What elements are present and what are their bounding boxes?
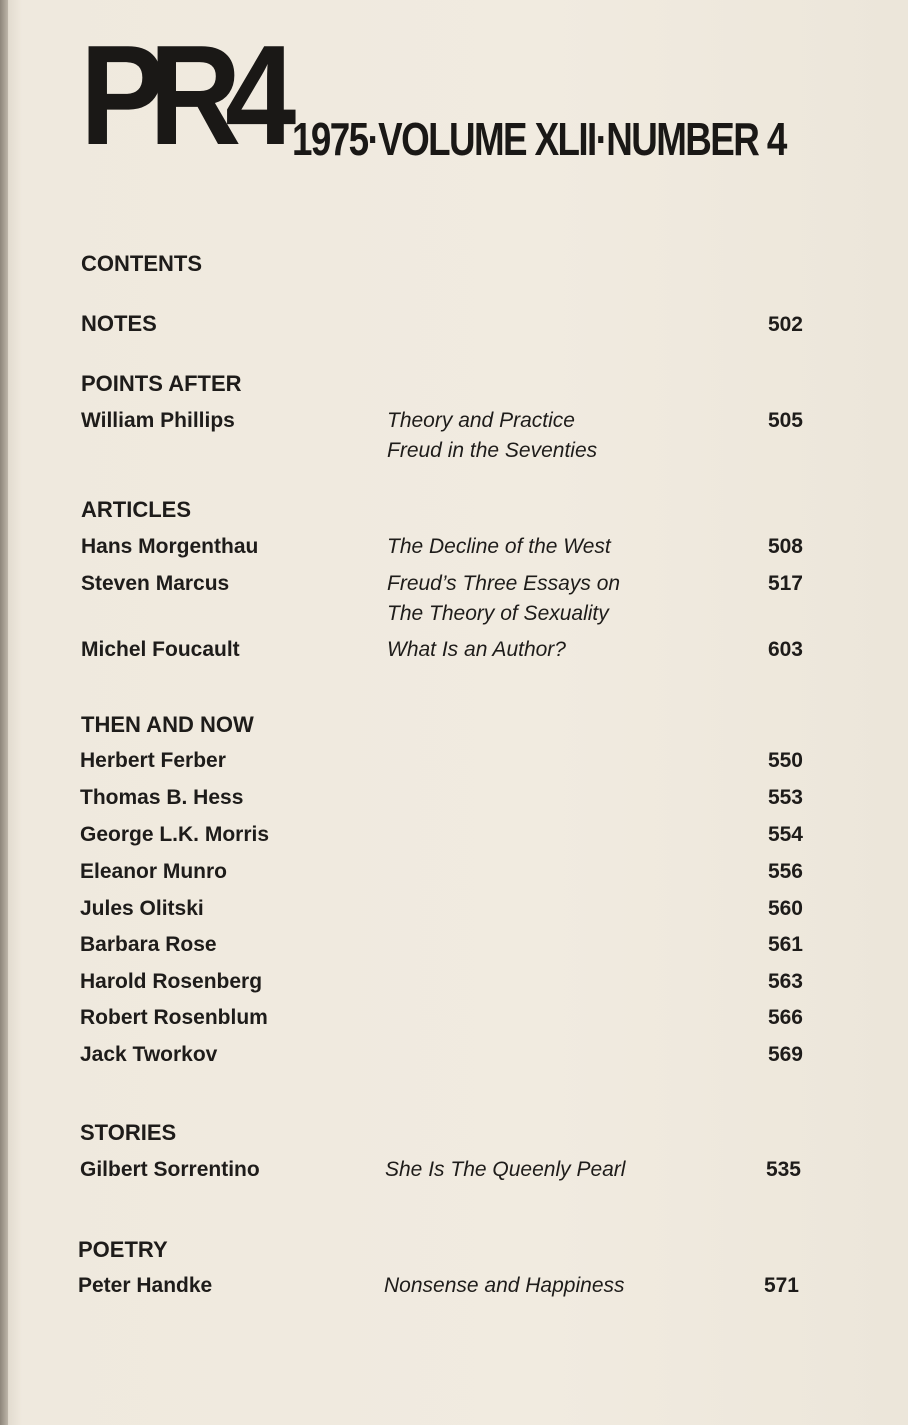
entry-page: 535 (765, 1158, 801, 1181)
toc-entry (0, 859, 908, 885)
entry-author: Peter Handke (78, 1274, 213, 1297)
entry-page: 561 (767, 933, 803, 956)
entry-author: Steven Marcus (81, 572, 230, 595)
toc-entry (0, 748, 908, 774)
entry-author: Thomas B. Hess (80, 786, 244, 809)
toc-entry (0, 896, 908, 922)
toc-entry (0, 785, 908, 811)
entry-page: 505 (767, 409, 803, 432)
entry-author: William Phillips (81, 409, 235, 432)
entry-author: Harold Rosenberg (80, 970, 263, 993)
entry-page: 566 (767, 1006, 803, 1029)
entry-page: 553 (767, 786, 803, 809)
toc-entry (0, 1273, 908, 1299)
then-and-now-heading: THEN AND NOW (81, 712, 254, 737)
entry-author: Robert Rosenblum (80, 1006, 268, 1029)
entry-title-continued: The Theory of Sexuality (387, 602, 609, 625)
toc-entry (0, 932, 908, 958)
entry-title: The Decline of the West (387, 535, 611, 558)
entry-page: 554 (767, 823, 803, 846)
toc-entry (0, 637, 908, 663)
entry-page: 563 (767, 970, 803, 993)
journal-logo: PR4 (80, 16, 281, 175)
entry-page: 569 (767, 1043, 803, 1066)
entry-author: Jack Tworkov (80, 1043, 218, 1066)
entry-title: She Is The Queenly Pearl (385, 1158, 626, 1181)
poetry-heading: POETRY (78, 1237, 168, 1262)
toc-entry (0, 1005, 908, 1031)
book-spine-edge (0, 0, 8, 1425)
entry-author: Hans Morgenthau (81, 535, 259, 558)
entry-author: Herbert Ferber (80, 749, 226, 772)
stories-heading: STORIES (80, 1120, 177, 1145)
entry-author: George L.K. Morris (80, 823, 270, 846)
notes-row (0, 311, 908, 337)
toc-entry (0, 822, 908, 848)
points-after-heading: POINTS AFTER (81, 371, 242, 396)
toc-entry (0, 408, 908, 462)
entry-page: 603 (767, 638, 803, 661)
entry-title: Theory and Practice (387, 409, 575, 432)
entry-page: 571 (763, 1274, 799, 1297)
entry-author: Gilbert Sorrentino (80, 1158, 260, 1181)
contents-heading: CONTENTS (81, 251, 202, 276)
issue-line: 1975·VOLUME XLII·NUMBER 4 (292, 113, 786, 165)
entry-page: 508 (767, 535, 803, 558)
notes-page: 502 (767, 313, 803, 336)
entry-title: What Is an Author? (387, 638, 566, 661)
notes-label: NOTES (81, 311, 157, 336)
entry-author: Barbara Rose (80, 933, 217, 956)
entry-title: Freud’s Three Essays on (387, 572, 621, 595)
toc-entry (0, 969, 908, 995)
entry-page: 550 (767, 749, 803, 772)
entry-page: 560 (767, 897, 803, 920)
entry-title-continued: Freud in the Seventies (387, 439, 598, 462)
toc-entry (0, 1042, 908, 1068)
articles-heading: ARTICLES (81, 497, 191, 522)
entry-page: 556 (767, 860, 803, 883)
entry-author: Michel Foucault (81, 638, 240, 661)
toc-entry (0, 534, 908, 560)
masthead (80, 16, 840, 175)
entry-author: Eleanor Munro (80, 860, 228, 883)
entry-author: Jules Olitski (80, 897, 204, 920)
entry-title: Nonsense and Happiness (384, 1274, 625, 1297)
toc-entry (0, 571, 908, 625)
entry-page: 517 (767, 572, 803, 595)
toc-entry (0, 1157, 908, 1183)
